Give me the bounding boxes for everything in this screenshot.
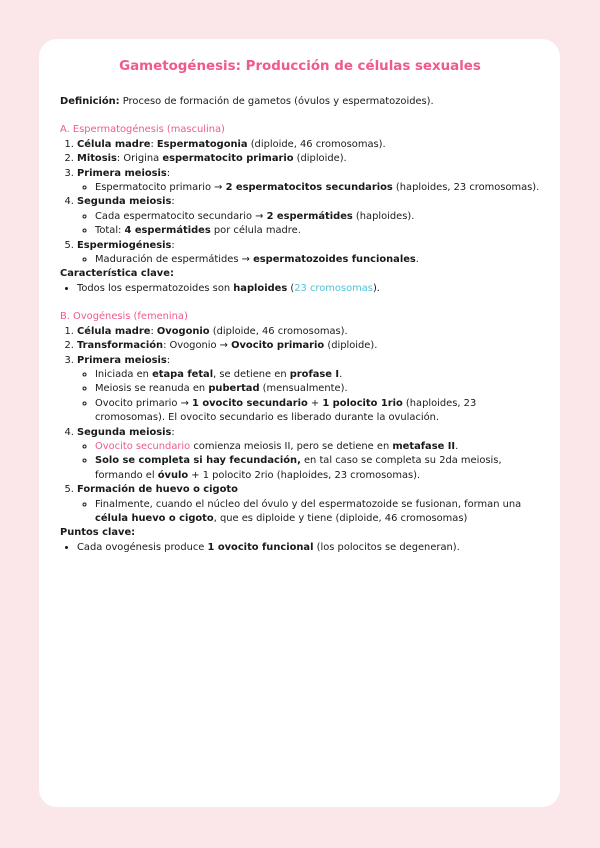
detail-text: comienza meiosis II, pero se detiene en <box>190 440 393 452</box>
step-b3-colon: : <box>166 354 171 366</box>
detail-text: , se detiene en <box>213 368 290 380</box>
document-card <box>39 39 560 807</box>
detail-bold: óvulo <box>157 469 189 481</box>
step-a4-detail <box>95 210 540 224</box>
detail-bold: 1 polocito 1rio <box>322 397 403 409</box>
step-a2-text: : Origina <box>116 153 163 165</box>
detail-text: + <box>307 397 323 409</box>
detail-text: (mensualmente). <box>259 383 348 395</box>
step-b3-details <box>77 368 540 426</box>
detail-text: . <box>455 440 459 452</box>
step-b2-desc: (diploide). <box>324 340 378 352</box>
step-a1-term: Célula madre <box>77 138 151 150</box>
step-a3-colon: : <box>166 167 171 179</box>
step-a4-colon: : <box>171 196 175 208</box>
step-b4-details <box>77 440 540 483</box>
detail-text: Total: <box>95 225 125 237</box>
key-bold: haploides <box>233 282 288 294</box>
step-b4-detail <box>95 440 540 454</box>
detail-bold: Solo se completa si hay fecundación, <box>95 455 301 467</box>
definition-label: Definición: <box>60 96 120 107</box>
step-b4 <box>77 426 540 484</box>
definition-text: Proceso de formación de gametos (óvulos y espermatozoides). <box>119 96 434 107</box>
step-b2-term: Transformación <box>77 340 164 352</box>
section-a-key-label: Característica clave: <box>60 268 174 280</box>
key-text: ). <box>372 282 380 294</box>
key-text: ( <box>287 282 295 294</box>
section-b-key-points <box>60 541 540 555</box>
step-a1-desc: (diploide, 46 cromosomas). <box>247 138 386 150</box>
detail-bold: 2 espermátides <box>266 210 353 222</box>
key-bold: 1 ovocito funcional <box>207 541 314 553</box>
step-a2-cell: espermatocito primario <box>162 153 294 165</box>
detail-text: . <box>415 254 419 266</box>
step-a1 <box>77 138 540 152</box>
step-a2-desc: (diploide). <box>293 153 347 165</box>
detail-bold: pubertad <box>208 383 260 395</box>
detail-text: , que es diploide y tiene (diploide, 46 cromosomas) <box>213 512 468 524</box>
step-a5-colon: : <box>171 239 175 251</box>
detail-text: en tal caso se completa su 2da meiosis, formando el <box>95 455 502 481</box>
step-a1-cell: Espermatogonia <box>156 138 248 150</box>
detail-bold: metafase II <box>392 440 456 452</box>
step-a3-term: Primera meiosis <box>77 167 167 179</box>
section-a-key-point <box>77 282 540 296</box>
step-b1-desc: (diploide, 46 cromosomas). <box>209 325 348 337</box>
detail-text: (haploides, 23 cromosomas). El ovocito secundario es liberado durante la ovulación. <box>95 397 477 424</box>
section-b-steps <box>60 325 540 527</box>
detail-bold: espermatozoides funcionales <box>253 254 416 266</box>
step-b5 <box>77 483 540 526</box>
step-b3-detail <box>95 368 540 382</box>
section-b-key-label: Puntos clave: <box>60 527 136 539</box>
detail-text: Maduración de espermátides → <box>95 254 254 266</box>
detail-text: + 1 polocito 2rio (haploides, 23 cromosomas). <box>188 469 421 481</box>
step-a5-term: Espermiogénesis <box>77 239 172 251</box>
detail-text: por célula madre. <box>210 225 301 237</box>
step-b5-details <box>77 498 540 527</box>
detail-text: Finalmente, cuando el núcleo del óvulo y del espermatozoide se fusionan, forman una <box>95 498 522 510</box>
detail-bold: etapa fetal <box>152 368 214 380</box>
step-b1-sep: : <box>150 325 157 337</box>
step-a4-detail <box>95 224 540 238</box>
step-a3-details <box>77 181 540 195</box>
step-a4 <box>77 195 540 238</box>
definition <box>60 95 540 109</box>
step-b5-detail <box>95 498 540 527</box>
detail-bold: 1 ovocito secundario <box>192 397 308 409</box>
step-b2-cell: Ovocito primario <box>231 340 325 352</box>
detail-text: Ovocito primario → <box>95 397 193 409</box>
step-a3-detail <box>95 181 540 195</box>
detail-text: Meiosis se reanuda en <box>95 383 209 395</box>
detail-bold: 4 espermátides <box>124 225 211 237</box>
section-b-heading: B. Ovogénesis (femenina) <box>60 311 188 323</box>
step-b4-term: Segunda meiosis <box>77 426 172 438</box>
detail-text: . <box>339 368 343 380</box>
step-a1-sep: : <box>150 138 157 150</box>
step-b1 <box>77 325 540 339</box>
step-a5-detail <box>95 253 540 267</box>
detail-text: Cada espermatocito secundario → <box>95 210 267 222</box>
key-text: (los polocitos se degeneran). <box>313 541 460 553</box>
chromosome-count-highlight: 23 cromosomas <box>294 282 373 294</box>
step-b1-term: Célula madre <box>77 325 151 337</box>
step-a2 <box>77 152 540 166</box>
step-b2 <box>77 339 540 353</box>
step-b3-detail <box>95 382 540 396</box>
section-a-heading: A. Espermatogénesis (masculina) <box>60 124 225 136</box>
page-title: Gametogénesis: Producción de células sexuales <box>119 59 481 74</box>
step-a3 <box>77 167 540 196</box>
step-b4-detail <box>95 454 540 483</box>
step-b3-detail <box>95 397 540 426</box>
step-b1-cell: Ovogonio <box>156 325 210 337</box>
section-b-key-point <box>77 541 540 555</box>
step-b4-colon: : <box>171 426 175 438</box>
detail-bold: 2 espermatocitos secundarios <box>225 182 393 194</box>
key-text: Todos los espermatozoides son <box>77 282 234 294</box>
section-a-key-points <box>60 282 540 296</box>
step-b3-term: Primera meiosis <box>77 354 167 366</box>
detail-bold: célula huevo o cigoto <box>95 512 214 524</box>
step-b2-text: : Ovogonio → <box>163 340 232 352</box>
step-a5 <box>77 239 540 268</box>
step-a4-term: Segunda meiosis <box>77 196 172 208</box>
detail-text: Espermatocito primario → <box>95 182 226 194</box>
step-a4-details <box>77 210 540 239</box>
step-b3 <box>77 354 540 426</box>
step-a5-details <box>77 253 540 267</box>
step-a2-term: Mitosis <box>77 153 117 165</box>
step-b5-term: Formación de huevo o cigoto <box>77 484 238 496</box>
detail-text: (haploides). <box>352 210 415 222</box>
detail-bold: profase I <box>289 368 340 380</box>
key-text: Cada ovogénesis produce <box>77 541 208 553</box>
ovocyte-highlight: Ovocito secundario <box>95 440 191 452</box>
section-a-steps <box>60 138 540 268</box>
detail-text: (haploides, 23 cromosomas). <box>392 182 540 194</box>
detail-text: Iniciada en <box>95 368 153 380</box>
